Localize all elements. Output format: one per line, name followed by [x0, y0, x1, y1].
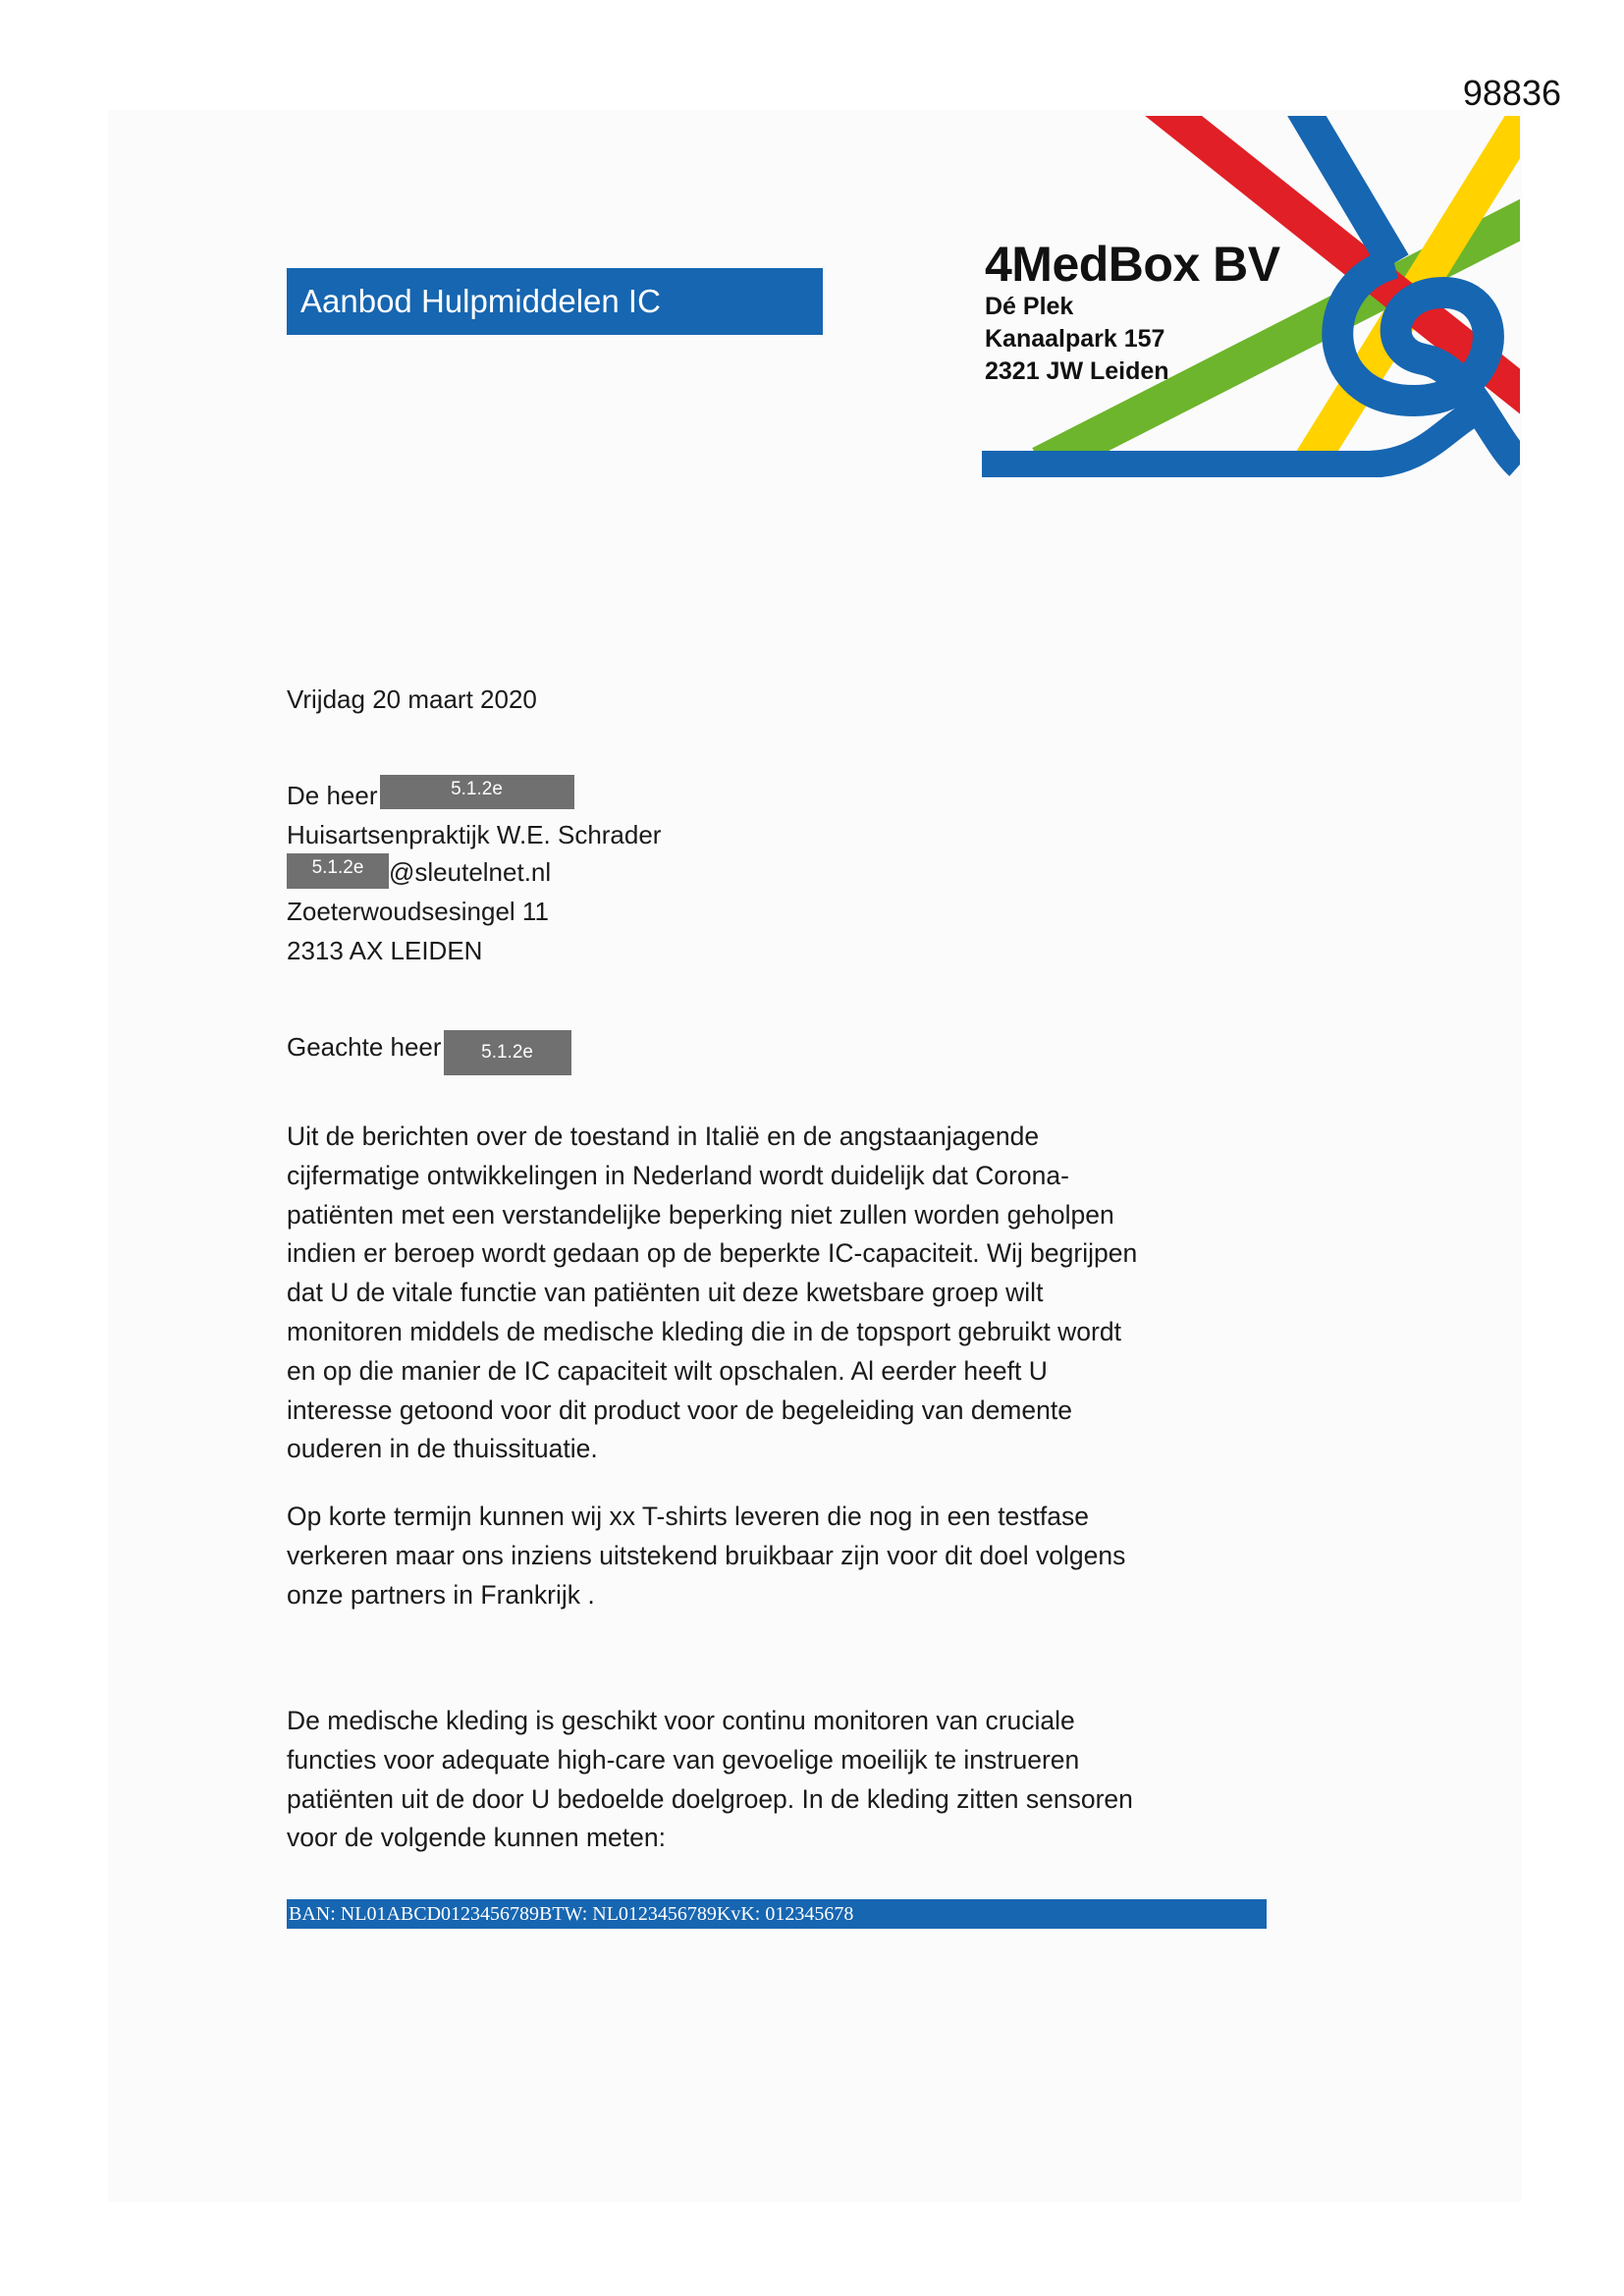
paragraph-line: De medische kleding is geschikt voor continu monitoren van cruciale [287, 1706, 1075, 1735]
greeting-text: Geachte heer [287, 1031, 442, 1062]
company-address-line: Kanaalpark 157 [985, 325, 1165, 353]
paragraph-line: en op die manier de IC capaciteit wilt opschalen. Al eerder heeft U [287, 1355, 1048, 1386]
paragraph-line: onze partners in Frankrijk . [287, 1579, 595, 1610]
paragraph-line: indien er beroep wordt gedaan op de beperkte IC-capaciteit. Wij begrijpen [287, 1238, 1138, 1269]
paragraph-line: voor de volgende kunnen meten: [287, 1823, 666, 1853]
paragraph-line: cijfermatige ontwikkelingen in Nederland wordt duidelijk dat Corona- [287, 1160, 1069, 1190]
recipient-name-line [287, 776, 574, 815]
company-logo [982, 116, 1520, 477]
paragraph-line: functies voor adequate high-care van gevoelige moeilijk te instrueren [287, 1744, 1080, 1775]
paragraph-line: monitoren middels de medische kleding die in de topsport gebruikt wordt [287, 1316, 1121, 1346]
body-paragraph-3 [287, 1702, 1190, 1858]
paragraph-line: dat U de vitale functie van patiënten uit deze kwetsbare groep wilt [287, 1278, 1044, 1308]
company-block [985, 238, 1280, 388]
redaction-box: 5.1.2e [444, 1030, 571, 1075]
body-paragraph-1 [287, 1118, 1190, 1469]
recipient-postal-city: 2313 AX LEIDEN [287, 936, 483, 965]
redaction-box: 5.1.2e [380, 775, 574, 809]
footer-text: BAN: NL01ABCD0123456789BTW: NL0123456789KvK: 012345678 [289, 1903, 854, 1925]
recipient-email-line [287, 852, 551, 892]
recipient-prefix: De heer [287, 781, 378, 810]
recipient-email-domain: @sleutelnet.nl [389, 857, 552, 887]
paragraph-line: Uit de berichten over de toestand in Italië en de angstaanjagende [287, 1121, 1040, 1151]
paragraph-line: interesse getoond voor dit product voor de begeleiding van demente [287, 1394, 1072, 1425]
recipient-street: Zoeterwoudsesingel 11 [287, 897, 549, 926]
paragraph-line: patiënten met een verstandelijke beperking niet zullen worden geholpen [287, 1199, 1114, 1230]
company-name: 4MedBox BV [985, 237, 1280, 292]
title-banner [287, 268, 823, 335]
paragraph-line: verkeren maar ons inziens uitstekend bruikbaar zijn voor dit doel volgens [287, 1540, 1126, 1570]
recipient-practice: Huisartsenpraktijk W.E. Schrader [287, 820, 662, 849]
paragraph-line: ouderen in de thuissituatie. [287, 1434, 598, 1464]
greeting-line [287, 1026, 571, 1071]
company-address-line: Dé Plek [985, 293, 1074, 320]
footer-banner [287, 1899, 1267, 1929]
letter-date: Vrijdag 20 maart 2020 [287, 684, 537, 714]
body-paragraph-2 [287, 1498, 1190, 1614]
title-text: Aanbod Hulpmiddelen IC [300, 283, 661, 319]
company-address-line: 2321 JW Leiden [985, 357, 1169, 385]
paragraph-line: Op korte termijn kunnen wij xx T-shirts leveren die nog in een testfase [287, 1502, 1089, 1531]
redaction-box: 5.1.2e [287, 853, 389, 889]
document-number: 98836 [1462, 73, 1561, 113]
paragraph-line: patiënten uit de door U bedoelde doelgroep. In de kleding zitten sensoren [287, 1783, 1133, 1814]
